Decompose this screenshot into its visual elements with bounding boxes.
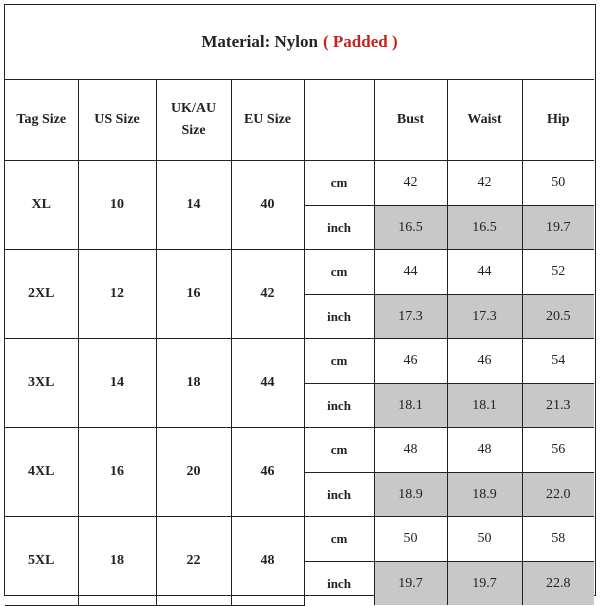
header-hip: Hip <box>522 80 594 161</box>
bust-cm-cell: 48 <box>374 428 447 473</box>
us-size-cell: 16 <box>78 428 156 517</box>
unit-inch-cell: inch <box>304 562 374 606</box>
bust-inch-cell: 18.1 <box>374 384 447 428</box>
header-ukau-size <box>156 80 231 161</box>
header-us-size: US Size <box>78 80 156 161</box>
header-ukau-line2: Size <box>181 123 206 138</box>
unit-cm-cell: cm <box>304 161 374 206</box>
chart-title <box>5 5 594 80</box>
table-row <box>5 161 594 206</box>
tag-size-cell: 2XL <box>5 250 78 339</box>
hip-cm-cell: 52 <box>522 250 594 295</box>
us-size-cell: 12 <box>78 250 156 339</box>
header-row <box>5 80 594 161</box>
bust-cm-cell: 44 <box>374 250 447 295</box>
hip-cm-cell: 50 <box>522 161 594 206</box>
eu-size-cell: 44 <box>231 339 304 428</box>
size-chart <box>4 4 596 596</box>
padded-note: ( Padded ) <box>322 32 398 51</box>
header-eu-size: EU Size <box>231 80 304 161</box>
unit-cm-cell: cm <box>304 517 374 562</box>
waist-inch-cell: 16.5 <box>447 206 522 250</box>
material-label: Material: Nylon <box>201 32 318 51</box>
header-unit <box>304 80 374 161</box>
ukau-size-cell: 14 <box>156 161 231 250</box>
ukau-size-cell: 22 <box>156 517 231 606</box>
table-row <box>5 250 594 295</box>
bust-inch-cell: 19.7 <box>374 562 447 606</box>
hip-inch-cell: 22.8 <box>522 562 594 606</box>
waist-inch-cell: 18.1 <box>447 384 522 428</box>
waist-cm-cell: 50 <box>447 517 522 562</box>
unit-inch-cell: inch <box>304 206 374 250</box>
bust-inch-cell: 17.3 <box>374 295 447 339</box>
bust-inch-cell: 16.5 <box>374 206 447 250</box>
header-waist: Waist <box>447 80 522 161</box>
us-size-cell: 14 <box>78 339 156 428</box>
tag-size-cell: 3XL <box>5 339 78 428</box>
unit-cm-cell: cm <box>304 250 374 295</box>
eu-size-cell: 46 <box>231 428 304 517</box>
waist-cm-cell: 42 <box>447 161 522 206</box>
tag-size-cell: XL <box>5 161 78 250</box>
us-size-cell: 18 <box>78 517 156 606</box>
hip-inch-cell: 20.5 <box>522 295 594 339</box>
waist-cm-cell: 48 <box>447 428 522 473</box>
unit-inch-cell: inch <box>304 473 374 517</box>
hip-cm-cell: 58 <box>522 517 594 562</box>
table-row <box>5 517 594 562</box>
unit-inch-cell: inch <box>304 295 374 339</box>
hip-cm-cell: 54 <box>522 339 594 384</box>
bust-cm-cell: 42 <box>374 161 447 206</box>
table-row <box>5 339 594 384</box>
header-bust: Bust <box>374 80 447 161</box>
unit-cm-cell: cm <box>304 428 374 473</box>
size-table <box>5 80 594 606</box>
bust-cm-cell: 50 <box>374 517 447 562</box>
eu-size-cell: 40 <box>231 161 304 250</box>
table-row <box>5 428 594 473</box>
hip-inch-cell: 22.0 <box>522 473 594 517</box>
ukau-size-cell: 16 <box>156 250 231 339</box>
tag-size-cell: 5XL <box>5 517 78 606</box>
unit-inch-cell: inch <box>304 384 374 428</box>
ukau-size-cell: 20 <box>156 428 231 517</box>
eu-size-cell: 42 <box>231 250 304 339</box>
waist-cm-cell: 46 <box>447 339 522 384</box>
waist-cm-cell: 44 <box>447 250 522 295</box>
waist-inch-cell: 19.7 <box>447 562 522 606</box>
bust-cm-cell: 46 <box>374 339 447 384</box>
us-size-cell: 10 <box>78 161 156 250</box>
waist-inch-cell: 18.9 <box>447 473 522 517</box>
hip-inch-cell: 19.7 <box>522 206 594 250</box>
hip-cm-cell: 56 <box>522 428 594 473</box>
bust-inch-cell: 18.9 <box>374 473 447 517</box>
ukau-size-cell: 18 <box>156 339 231 428</box>
unit-cm-cell: cm <box>304 339 374 384</box>
tag-size-cell: 4XL <box>5 428 78 517</box>
header-tag-size: Tag Size <box>5 80 78 161</box>
hip-inch-cell: 21.3 <box>522 384 594 428</box>
eu-size-cell: 48 <box>231 517 304 606</box>
waist-inch-cell: 17.3 <box>447 295 522 339</box>
header-ukau-line1: UK/AU <box>170 101 217 116</box>
